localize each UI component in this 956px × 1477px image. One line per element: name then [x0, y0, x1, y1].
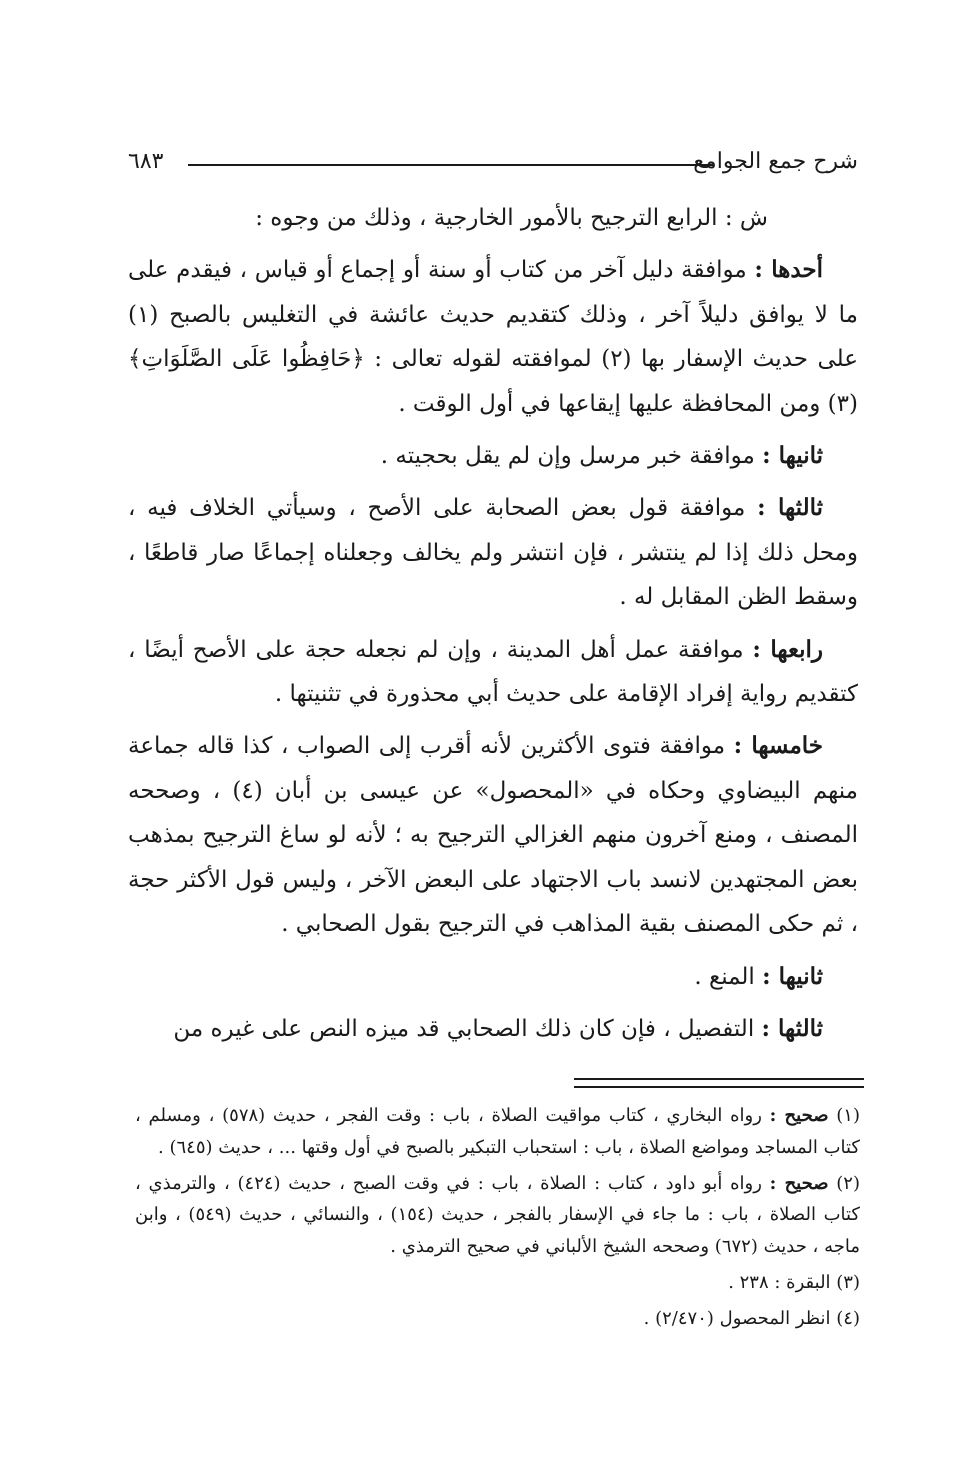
- aspect-text: موافقة عمل أهل المدينة ، وإن لم نجعله حجة على الأصح أيضًا ، كتقديم رواية إفراد الإقامة على حديث أبي محذورة في تثنيتها .: [128, 636, 858, 708]
- footnote-grade: صحيح :: [769, 1105, 829, 1126]
- footnote-4: (٤) انظر المحصول (٢/٤٧٠) .: [643, 1307, 860, 1329]
- book-title: شرح جمع الجوامع: [693, 149, 858, 174]
- paragraph-fourth-aspect: [128, 628, 858, 717]
- opinion-text: التفصيل ، فإن كان ذلك الصحابي قد ميزه النص على غيره من: [173, 1015, 755, 1042]
- paragraph-intro: ش : الرابع الترجيح بالأمور الخارجية ، وذلك من وجوه :: [255, 205, 768, 231]
- aspect-label: ثانيها :: [762, 442, 823, 470]
- aspect-label: رابعها :: [752, 635, 823, 663]
- paragraph-second-aspect: [128, 434, 858, 478]
- aspect-label: ثالثها :: [757, 494, 824, 522]
- opinion-label: ثانيها :: [762, 962, 823, 990]
- page-number: ٦٨٣: [128, 149, 164, 174]
- header-rule: [188, 164, 713, 166]
- opinion-label: ثالثها :: [761, 1014, 823, 1042]
- footnote-1: [135, 1100, 860, 1164]
- footnote-text: رواه أبو داود ، كتاب : الصلاة ، باب : في وقت الصبح ، حديث (٤٢٤) ، والترمذي ، كتاب الصلاة ، باب : ما جاء في الإسفار بالفجر ، حديث (١٥٤) ، والنسائي ، حديث (٥٤٩) ، وابن ماجه ، حديث (٦٧٢) وصححه الشيخ الألباني في صحيح الترمذي .: [135, 1172, 860, 1258]
- footnote-separator: [574, 1078, 864, 1088]
- aspect-label: خامسها :: [733, 732, 824, 760]
- aspect-text: موافقة دليل آخر من كتاب أو سنة أو إجماع أو قياس ، فيقدم على ما لا يوافق دليلاً آخر ، وذلك كتقديم حديث عائشة في التغليس بالصبح (١) على حديث الإسفار بها (٢) لموافقته لقوله تعالى : ﴿حَافِظُوا عَلَى الصَّلَوَاتِ﴾ (٣) ومن المحافظة عليها إيقاعها في أول الوقت .: [128, 257, 858, 417]
- footnote-text: رواه البخاري ، كتاب مواقيت الصلاة ، باب : وقت الفجر ، حديث (٥٧٨) ، ومسلم ، كتاب المساجد ومواضع الصلاة ، باب : استحباب التبكير بالصبح في أول وقتها ... ، حديث (٦٤٥) .: [135, 1105, 860, 1158]
- paragraph-first-aspect: [128, 248, 858, 426]
- footnote-grade: صحيح :: [769, 1172, 829, 1194]
- main-text: [128, 196, 858, 1059]
- aspect-label: أحدها :: [754, 256, 824, 284]
- aspect-text: موافقة قول بعض الصحابة على الأصح ، وسيأتي الخلاف فيه ، ومحل ذلك إذا لم ينتشر ، فإن انتشر ولم يخالف وجعلناه إجماعًا صار قاطعًا ، وسقط الظن المقابل له .: [128, 495, 858, 611]
- aspect-text: موافقة خبر مرسل وإن لم يقل بحجيته .: [380, 443, 755, 470]
- paragraph-third-aspect: [128, 486, 858, 619]
- footnote-number: (١): [836, 1105, 860, 1126]
- aspect-text: موافقة فتوى الأكثرين لأنه أقرب إلى الصواب ، كذا قاله جماعة منهم البيضاوي وحكاه في «المحصول» عن عيسى بن أبان (٤) ، وصححه المصنف ، ومنع آخرون منهم الغزالي الترجيح به ؛ لأنه لو ساغ الترجيح بمذهب بعض المجتهدين لانسد باب الاجتهاد على البعض الآخر ، وليس قول الأكثر حجة ، ثم حكى المصنف بقية المذاهب في الترجيح بقول الصحابي .: [128, 733, 858, 938]
- paragraph-second-opinion: [128, 955, 858, 999]
- paragraph-fifth-aspect: [128, 724, 858, 946]
- opinion-text: المنع .: [694, 963, 755, 990]
- footnote-number: (٢): [836, 1172, 860, 1194]
- paragraph-third-opinion: [128, 1007, 858, 1051]
- footnote-2: [135, 1168, 860, 1263]
- footnote-3: (٣) البقرة : ٢٣٨ .: [728, 1271, 860, 1293]
- footnotes: [135, 1100, 860, 1339]
- running-header: [128, 148, 858, 178]
